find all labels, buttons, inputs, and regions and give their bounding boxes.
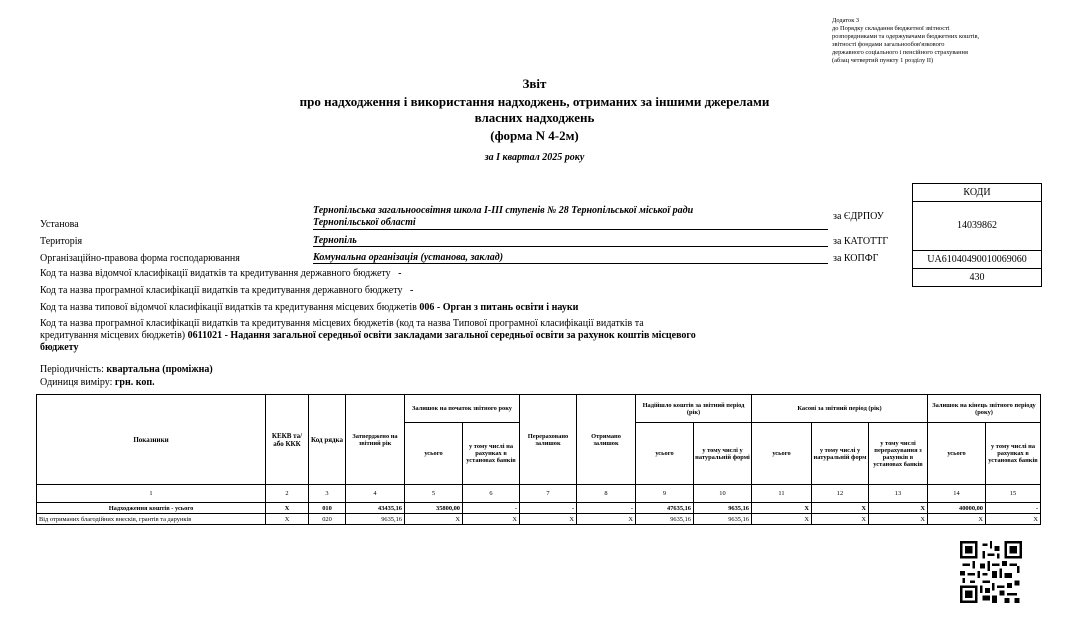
report-subtitle-2: власних надходжень bbox=[474, 110, 595, 125]
org-form-label: Організаційно-правова форма господарювання bbox=[40, 253, 240, 264]
periodicity: Періодичність: квартальна (проміжна) bbox=[40, 364, 213, 375]
column-numbers: 1 2 3 4 5 6 7 8 9 10 11 12 13 14 15 bbox=[37, 485, 1041, 503]
col-code: Код рядка bbox=[309, 395, 346, 485]
col-indicators: Показники bbox=[37, 395, 266, 485]
kopfg-value: 430 bbox=[912, 268, 1042, 287]
state-dept-class: Код та назва відомчої класифікації видатків та кредитування державного бюджету - bbox=[40, 268, 402, 279]
territory-label: Територія bbox=[40, 236, 83, 247]
col-cash: Касові за звітний період (рік) bbox=[752, 395, 928, 423]
col-received: Надійшло коштів за звітний період (рік) bbox=[636, 395, 752, 423]
edrpou-value: 14039862 bbox=[912, 201, 1042, 250]
institution-label: Установа bbox=[40, 219, 79, 230]
qr-code bbox=[960, 541, 1022, 603]
unit-of-measure: Одиниця виміру: грн. коп. bbox=[40, 377, 155, 388]
appendix-note: Додаток 3 до Порядку складання бюджетної звітності розпорядниками та одержувачами бюджетних коштів, звітності фондами загальнообов'язкового державного соціального і пенсійного страхування (абзац четвертий пункту 1 розділу II) bbox=[832, 17, 980, 64]
katottg-value: UA61040490010069060 bbox=[912, 250, 1042, 268]
report-title: Звіт bbox=[522, 76, 547, 91]
report-table: Показники КЕКВ та/або ККК Код рядка Затверджено на звітний рік Залишок на початок звітного року Перераховано залишок Отримано залишок Надійшло коштів за звітний період (рік) Касові за звітний період (рік) Залишок на кінець звітного періоду (року) усього у тому числі на рахунках в установах банків усього у тому числі у натуральній формі усього у тому числі у натуральній форм у тому числі перерахування з рахунків в установах банків усього у тому числі на рахунках в установах банків 1 2 3 4 5 6 7 8 9 10 11 12 13 14 15 Надходження коштів - усього Х 010 43435,16 35800,00 - - - 47635,16 9635,16 Х Х Х 40000,00 - Від отриманих благодійних внесків, грантів та дарунків Х 020 9635,16 Х Х Х Х 9635,16 9635,16 Х Х Х Х Х bbox=[36, 394, 1041, 525]
col-received-balance: Отримано залишок bbox=[577, 395, 636, 485]
kopfg-label: за КОПФГ bbox=[833, 253, 879, 264]
col-transferred: Перераховано залишок bbox=[520, 395, 577, 485]
katottg-label: за КАТОТТГ bbox=[833, 236, 889, 247]
codes-header: КОДИ bbox=[912, 183, 1042, 201]
form-number: (форма N 4-2м) bbox=[490, 128, 579, 143]
report-period: за I квартал 2025 року bbox=[484, 152, 585, 163]
report-subtitle: про надходження і використання надходжень, отриманих за іншими джерелами bbox=[299, 94, 770, 109]
edrpou-label: за ЄДРПОУ bbox=[833, 211, 884, 222]
table-row: Від отриманих благодійних внесків, грантів та дарунків Х 020 9635,16 Х Х Х Х 9635,16 9635,16 Х Х Х Х Х bbox=[37, 514, 1041, 525]
territory-value: Тернопіль bbox=[313, 235, 828, 247]
col-balance-start: Залишок на початок звітного року bbox=[405, 395, 520, 423]
col-approved: Затверджено на звітний рік bbox=[346, 395, 405, 485]
col-balance-end: Залишок на кінець звітного періоду (року) bbox=[928, 395, 1041, 423]
org-form-value: Комунальна організація (установа, заклад) bbox=[313, 252, 828, 264]
col-kekv: КЕКВ та/або ККК bbox=[266, 395, 309, 485]
codes-box bbox=[912, 183, 1042, 287]
table-row: Надходження коштів - усього Х 010 43435,16 35800,00 - - - 47635,16 9635,16 Х Х Х 40000,00 - bbox=[37, 503, 1041, 514]
institution-value: Тернопільська загальноосвітня школа І-ІІІ ступенів № 28 Тернопільської міської ради Тернопільської області bbox=[313, 205, 828, 230]
state-prog-class: Код та назва програмної класифікації видатків та кредитування державного бюджету - bbox=[40, 285, 414, 296]
local-prog-class: Код та назва програмної класифікації видатків та кредитування місцевих бюджетів (код та назва Типової програмної класифікації видатків та кредитування місцевих бюджетів) 0611021 - Надання загальної середньої освіти закладами загальної середньої освіти за рахунок коштів місцевого бюджету bbox=[40, 318, 696, 353]
local-dept-class: Код та назва типової відомчої класифікації видатків та кредитування місцевих бюджетів 006 - Орган з питань освіти і науки bbox=[40, 302, 579, 313]
